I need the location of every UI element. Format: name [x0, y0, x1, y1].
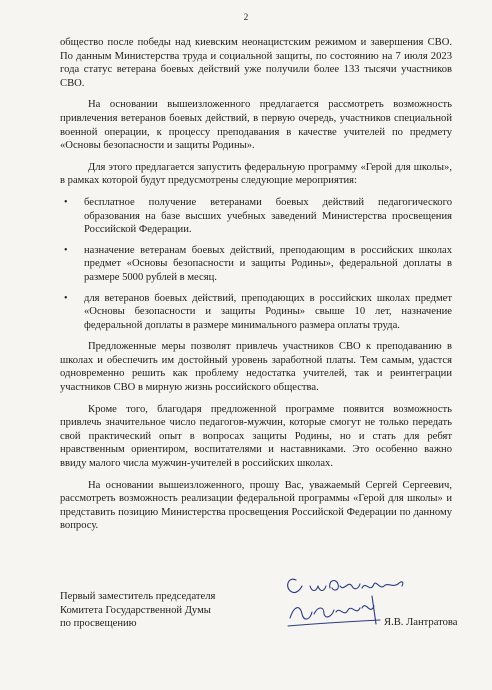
paragraph-program-intro: Для этого предлагается запустить федеральную программу «Герой для школы», в рамках которой будут предусмотрены следующие мероприятия:	[60, 161, 452, 187]
bullet-icon: •	[64, 292, 68, 304]
signatory-title	[60, 590, 280, 631]
paragraph-proposal: На основании вышеизложенного предлагается рассмотреть возможность привлечения ветеранов боевых действий, в первую очередь, участников специальной военной операции, к процессу преподавания в качестве учителей по предмету «Основы безопасности и защиты Родины».	[60, 99, 452, 152]
list-item	[60, 196, 452, 237]
signatory-title-line: по просвещению	[60, 618, 137, 630]
paragraph-request: На основании вышеизложенного, прошу Вас, уважаемый Сергей Сергеевич, рассмотреть возможность реализации федеральной программы «Герой для школы» и представить позицию Министерства просвещения Российской Федерации по данному вопросу.	[60, 479, 452, 532]
list-item	[60, 292, 452, 333]
letter-body	[60, 36, 452, 541]
measures-list	[60, 196, 452, 332]
signatory-title-line: Комитета Государственной Думы	[60, 604, 211, 616]
list-item-text: для ветеранов боевых действий, преподающих в российских школах предмет «Основы безопасности и защиты Родины» свыше 10 лет, назначение федеральной доплаты в размере минимального размера оплаты труда.	[84, 292, 452, 331]
list-item	[60, 244, 452, 285]
bullet-icon: •	[64, 196, 68, 208]
handwritten-signature-icon	[280, 566, 410, 641]
list-item-text: бесплатное получение ветеранами боевых действий педагогического образования на базе высших учебных заведений Министерства просвещения Российской Федерации.	[84, 196, 452, 236]
paragraph-male-teachers: Кроме того, благодаря предложенной программе появится возможность привлечь значительное число педагогов-мужчин, которые смогут не только передать свой практический опыт в вопросах защиты Родины, но и стать для ребят нравственным ориентиром, воспитателями и наставниками. Это особенно важно ввиду малого числа мужчин-учителей в российских школах.	[60, 403, 452, 470]
bullet-icon: •	[64, 244, 68, 256]
list-item-text: назначение ветеранам боевых действий, преподающим в российских школах предмет «Основы безопасности и защиты Родины», федеральной доплаты в размере 5000 рублей в месяц.	[84, 244, 452, 283]
signatory-title-line: Первый заместитель председателя	[60, 591, 216, 602]
paragraph-outcomes: Предложенные меры позволят привлечь участников СВО к преподаванию в школах и обеспечить им достойный уровень заработной платы. Тем самым, удастся одновременно решить как проблему недостатка учителей, так и реинтеграции участников СВО в мирную жизнь российского общества.	[60, 341, 452, 394]
signatory-name: Я.В. Лантратова	[384, 617, 458, 628]
page-number: 2	[243, 12, 249, 22]
paragraph-continuation: общество после победы над киевским неонацистским режимом и завершения СВО. По данным Министерства труда и социальной защиты, по состоянию на 7 июля 2023 года статус ветерана боевых действий уже получили более 133 тысячи участников СВО.	[60, 37, 452, 89]
